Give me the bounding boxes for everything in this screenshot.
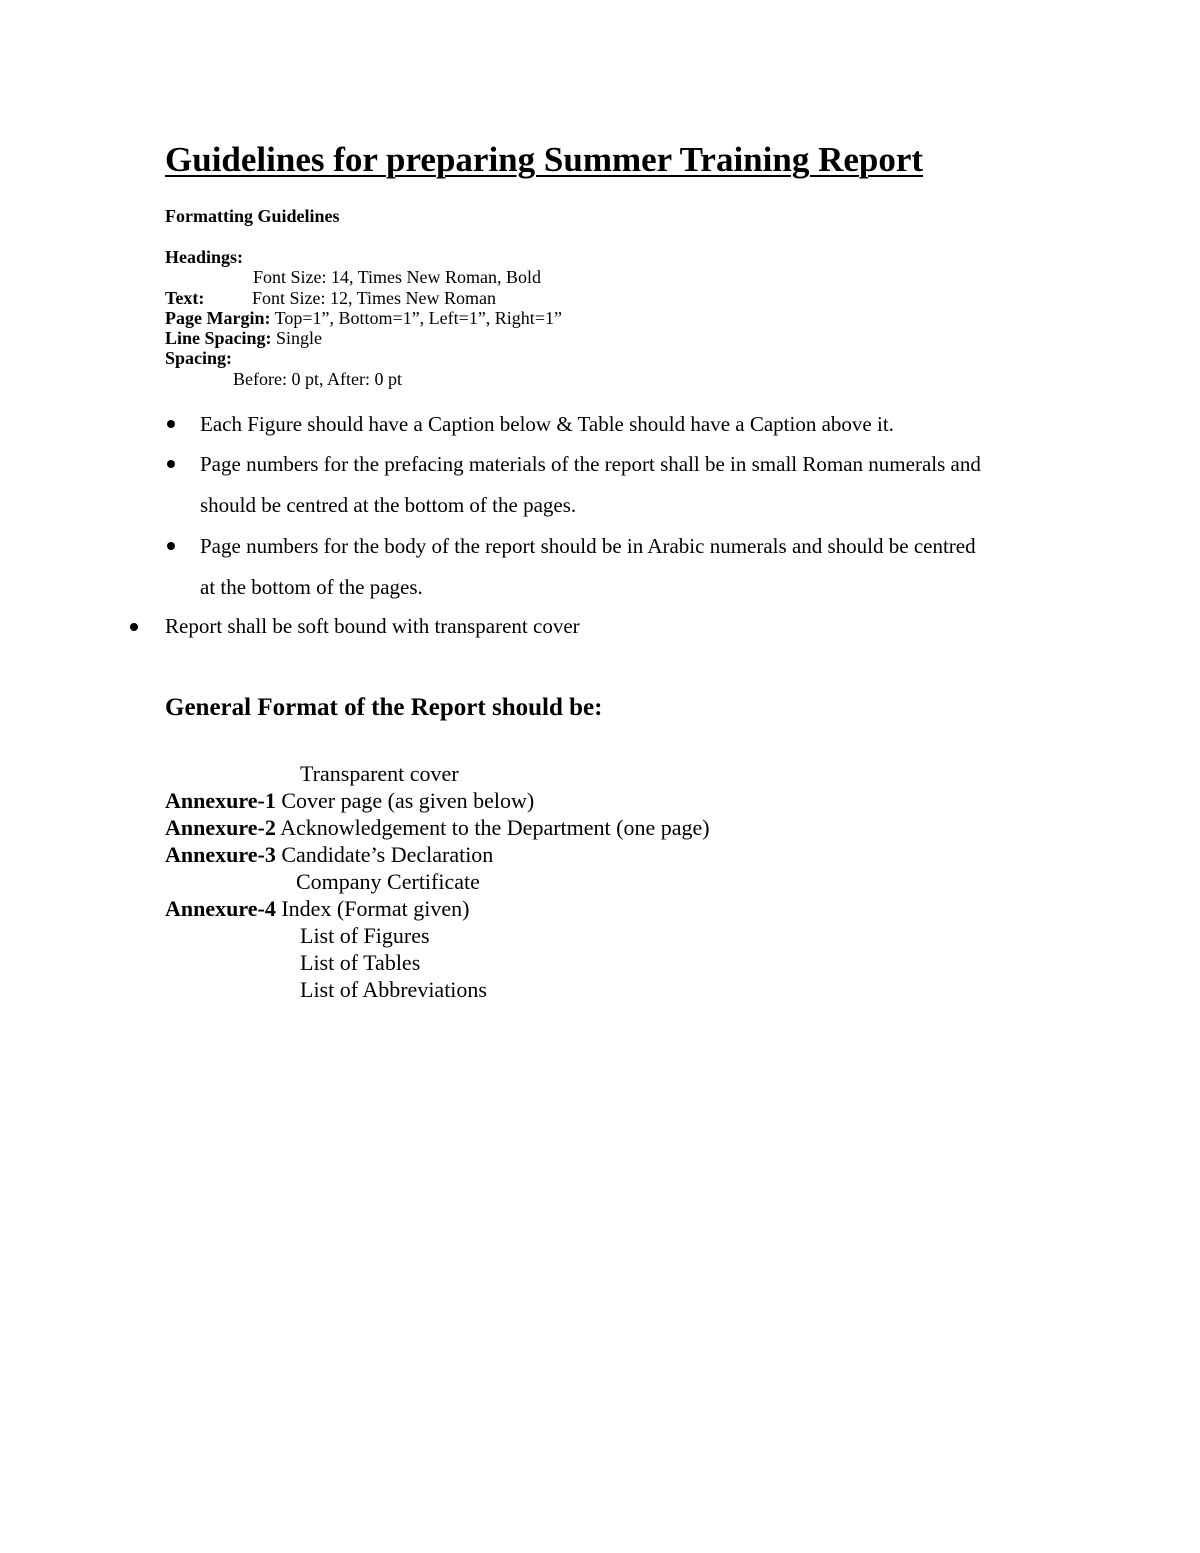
page-margin-row — [165, 308, 562, 328]
bullet-icon — [130, 623, 138, 631]
bullet-prefacing-pages-line1: Page numbers for the prefacing materials of the report shall be in small Roman numerals and — [200, 452, 981, 476]
annexure-2-row — [165, 814, 710, 841]
formatting-guidelines-heading: Formatting Guidelines — [165, 206, 340, 226]
list-of-abbreviations-item: List of Abbreviations — [300, 977, 487, 1002]
bullet-figure-caption: Each Figure should have a Caption below & Table should have a Caption above it. — [200, 412, 894, 436]
annexure-4-label: Annexure-4 — [165, 896, 276, 921]
bullet-icon — [167, 420, 175, 428]
bullet-icon — [167, 460, 175, 468]
text-label: Text: — [165, 288, 205, 308]
list-of-figures-item: List of Figures — [300, 923, 430, 948]
page-margin-label: Page Margin: — [165, 308, 271, 328]
annexure-3-row — [165, 841, 493, 868]
annexure-1-row — [165, 787, 534, 814]
annexure-1-label: Annexure-1 — [165, 788, 276, 813]
annexure-2-label: Annexure-2 — [165, 815, 276, 840]
headings-label: Headings: — [165, 247, 244, 267]
spacing-label: Spacing: — [165, 348, 233, 368]
bullet-icon — [167, 542, 175, 550]
list-of-tables-item: List of Tables — [300, 950, 421, 975]
company-certificate-item: Company Certificate — [296, 869, 480, 894]
annexure-4-value: Index (Format given) — [281, 896, 470, 921]
annexure-4-row — [165, 895, 470, 922]
page-margin-value: Top=1”, Bottom=1”, Left=1”, Right=1” — [274, 308, 562, 328]
general-format-heading: General Format of the Report should be: — [165, 694, 603, 721]
line-spacing-label: Line Spacing: — [165, 328, 272, 348]
annexure-1-value: Cover page (as given below) — [281, 788, 535, 813]
headings-value: Font Size: 14, Times New Roman, Bold — [253, 267, 542, 287]
annexure-3-value: Candidate’s Declaration — [281, 842, 494, 867]
transparent-cover-item: Transparent cover — [300, 761, 459, 786]
bullet-body-pages-line2: at the bottom of the pages. — [200, 575, 423, 599]
spacing-value: Before: 0 pt, After: 0 pt — [233, 369, 402, 389]
annexure-3-label: Annexure-3 — [165, 842, 276, 867]
annexure-2-value: Acknowledgement to the Department (one page) — [280, 815, 710, 840]
line-spacing-row — [165, 328, 322, 348]
bullet-soft-bound: Report shall be soft bound with transparent cover — [165, 614, 580, 638]
page-title: Guidelines for preparing Summer Training Report — [165, 140, 924, 179]
line-spacing-value: Single — [276, 328, 323, 348]
bullet-prefacing-pages-line2: should be centred at the bottom of the pages. — [200, 493, 577, 517]
text-value: Font Size: 12, Times New Roman — [252, 288, 497, 308]
bullet-body-pages-line1: Page numbers for the body of the report should be in Arabic numerals and should be centred — [200, 534, 976, 558]
